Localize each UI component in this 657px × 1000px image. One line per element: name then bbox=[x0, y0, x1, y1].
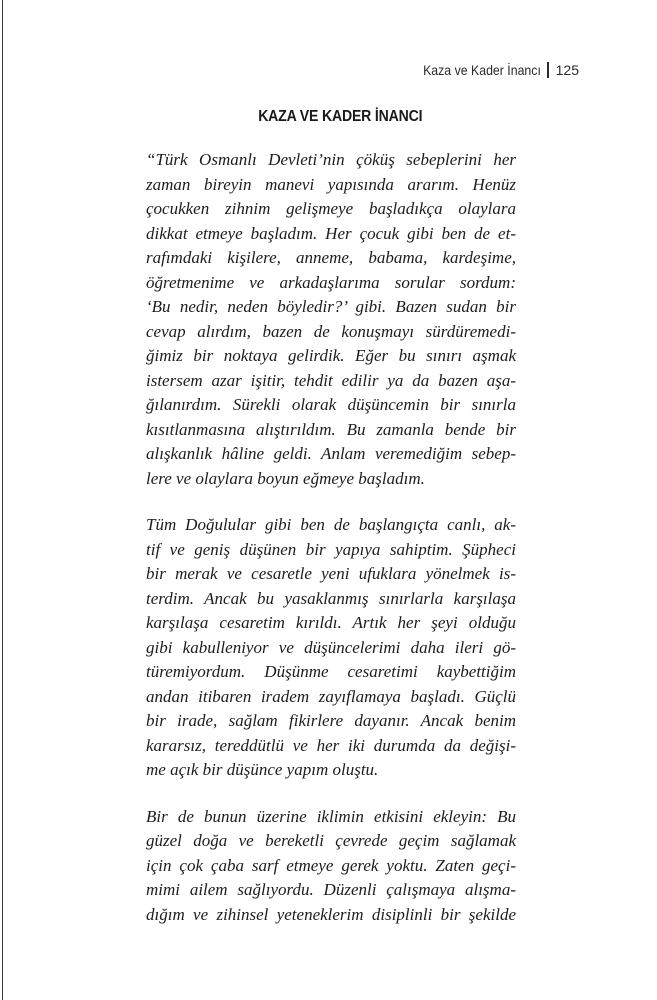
text-line: ğılanırdım. Sürekli olarak düşüncemin bir sınırla bbox=[146, 395, 516, 414]
text-line: karşılaşa cesaretim kırıldı. Artık her şeyi olduğu bbox=[146, 613, 516, 632]
text-line: ‘Bu nedir, neden böyledir?’ gibi. Bazen sudan bir bbox=[146, 297, 516, 316]
text-line: kısıtlanmasına alıştırıldım. Bu zamanla bende bir bbox=[146, 419, 516, 439]
text-line: dığım ve zihinsel yeteneklerim disiplinli bir şekilde bbox=[146, 904, 516, 924]
text-line: gibi kabulleniyor ve düşüncelerimi daha ileri gö- bbox=[146, 637, 516, 657]
text-line: güzel doğa ve bereketli çevrede geçim sağlamak bbox=[146, 831, 516, 850]
paragraph-1 bbox=[146, 148, 516, 491]
text-line: çocukken zihnim gelişmeye başladıkça olaylara bbox=[146, 199, 516, 218]
text-line: ğimiz bir noktaya gelirdik. Eğer bu sınırı aşmak bbox=[146, 346, 516, 365]
text-line: bir merak ve cesaretle yeni ufuklara yönelmek is- bbox=[146, 564, 516, 583]
text-line: lere ve olaylara boyun eğmeye başladım. bbox=[146, 468, 425, 488]
text-line: istersem azar işitir, tehdit edilir ya da bazen aşa- bbox=[146, 370, 516, 390]
text-line: için çok çaba sarf etmeye gerek yoktu. Zaten geçi- bbox=[146, 855, 516, 875]
page-number: 125 bbox=[555, 62, 579, 78]
text-line: me açık bir düşünce yapım oluştu. bbox=[146, 760, 379, 779]
text-line: alışkanlık hâline geldi. Anlam veremediğim sebep- bbox=[146, 444, 516, 463]
chapter-title-container bbox=[0, 108, 657, 126]
text-line: zaman bireyin manevi yapısında ararım. Henüz bbox=[146, 174, 516, 194]
text-line: dikkat etmeye başladım. Her çocuk gibi ben de et- bbox=[146, 223, 516, 243]
text-line: Bir de bunun üzerine iklimin etkisini ekleyin: Bu bbox=[146, 806, 516, 826]
header-separator bbox=[547, 62, 549, 78]
text-line: mimi ailem sağlıyordu. Düzenli çalışmaya alışma- bbox=[146, 880, 516, 899]
text-line: kararsız, tereddütlü ve her iki durumda da değişi- bbox=[146, 735, 516, 755]
text-line: andan itibaren iradem zayıflamaya başladı. Güçlü bbox=[146, 686, 516, 706]
running-title: Kaza ve Kader İnancı bbox=[423, 62, 542, 78]
text-line: öğretmenime ve arkadaşlarıma sorular sordum: bbox=[146, 272, 516, 292]
paragraph-2 bbox=[146, 513, 516, 783]
chapter-title: KAZA VE KADER İNANCI bbox=[258, 108, 423, 125]
text-line: Tüm Doğulular gibi ben de başlangıçta canlı, ak- bbox=[146, 515, 516, 534]
text-line: cevap alırdım, bazen de konuşmayı sürdüremedi- bbox=[146, 321, 516, 341]
body-text bbox=[146, 148, 516, 949]
paragraph-3 bbox=[146, 805, 516, 928]
text-line: tif ve geniş düşünen bir yapıya sahiptim. Şüpheci bbox=[146, 539, 516, 559]
page-edge-line bbox=[2, 0, 3, 1000]
text-line: rafımdaki kişilere, anneme, babama, kardeşime, bbox=[146, 248, 516, 267]
running-header bbox=[407, 62, 579, 78]
text-line: “Türk Osmanlı Devleti’nin çöküş sebeplerini her bbox=[146, 150, 516, 169]
text-line: bir irade, sağlam fikirlere dayanır. Ancak benim bbox=[146, 711, 516, 730]
text-line: terdim. Ancak bu yasaklanmış sınırlarla karşılaşa bbox=[146, 588, 516, 608]
text-line: türemiyordum. Düşünme cesaretimi kaybettiğim bbox=[146, 662, 516, 681]
